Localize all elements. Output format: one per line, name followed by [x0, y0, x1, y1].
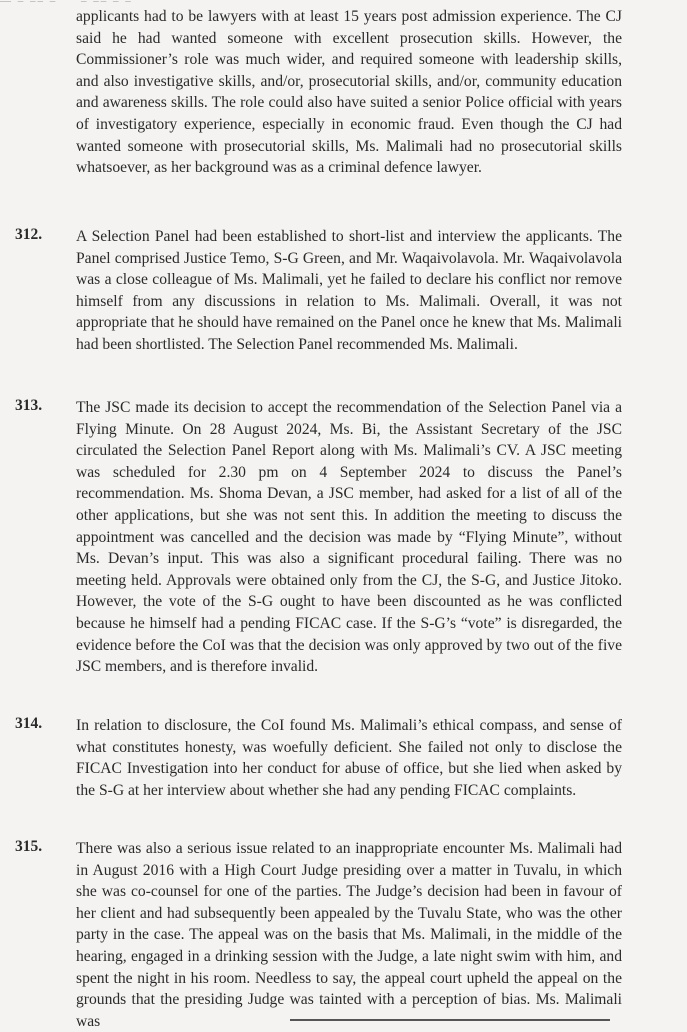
bottom-edge-line — [290, 1019, 610, 1021]
paragraph-number: 315. — [15, 838, 43, 855]
paragraph-number: 313. — [15, 397, 43, 414]
paragraph-text: A Selection Panel had been established to short-list and interview the applicants. The Panel comprised Justice Temo, S-G Green, and Mr. Waqaivolavola. Mr. Waqaivolavola was a close colleague of Ms. Malimali, yet he failed to declare his conflict nor remove himself from any discussions in relation to Ms. Malimali. Overall, it was not appropriate that he should have remained on the Panel once he knew that Ms. Malimali had been shortlisted. The Selection Panel recommended Ms. Malimali. — [76, 228, 622, 353]
paragraph-text: In relation to disclosure, the CoI found Ms. Malimali’s ethical compass, and sense of what constitutes honesty, was woefully deficient. She failed not only to disclose the FICAC Investigation into her conduct for abuse of office, but she lied when asked by the S-G at her interview about whether she had any pending FICAC complaints. — [76, 717, 622, 799]
paragraph-number: 314. — [15, 715, 43, 732]
paragraph-text: applicants had to be lawyers with at least 15 years post admission experience. The CJ said he had wanted someone with excellent prosecution skills. However, the Commissioner’s role was much wider, and required someone with leadership skills, and also investigative skills, and/or, prosecutorial skills, and/or, community education and awareness skills. The role could also have suited a senior Police official with years of investigatory experience, especially in economic fraud. Even though the CJ had wanted someone with prosecutorial skills, Ms. Malimali had no prosecutorial skills whatsoever, as her background was as a criminal defence lawyer. — [76, 8, 622, 177]
paragraph-text: The JSC made its decision to accept the recommendation of the Selection Panel via a Flying Minute. On 28 August 2024, Ms. Bi, the Assistant Secretary of the JSC circulated the Selection Panel Report along with Ms. Malimali’s CV. A JSC meeting was scheduled for 2.30 pm on 4 September 2024 to discuss the Panel’s recommendation. Ms. Shoma Devan, a JSC member, had asked for a list of all of the other applications, but she was not sent this. In addition the meeting to discuss the appointment was cancelled and the decision was made by “Flying Minute”, without Ms. Devan’s input. This was also a significant procedural failing. There was no meeting held. Approvals were obtained only from the CJ, the S-G, and Justice Jitoko. However, the vote of the S-G ought to have been discounted as he was conflicted because he himself had a pending FICAC case. If the S-G’s “vote” is disregarded, the evidence before the CoI was that the decision was only approved by two out of the five JSC members, and is therefore invalid. — [76, 399, 622, 676]
paragraph-number: 312. — [15, 226, 43, 243]
cut-off-previous-line: — ‒ ‒‒ ‒ ‒ ‒‒ ‒ ‒ — [0, 0, 133, 6]
paragraph-text: There was also a serious issue related to an inappropriate encounter Ms. Malimali had in August 2016 with a High Court Judge presiding over a matter in Tuvalu, in which she was co-counsel for one of the parties. The Judge’s decision had been in favour of her client and had subsequently been appealed by the Tuvalu State, who was the other party in the case. The appeal was on the basis that Ms. Malimali, in the middle of the hearing, engaged in a drinking session with the Judge, a late night swim with him, and spent the night in his room. Needless to say, the appeal court upheld the appeal on the grounds that the presiding Judge was tainted with a perception of bias. Ms. Malimali was — [76, 840, 622, 1030]
